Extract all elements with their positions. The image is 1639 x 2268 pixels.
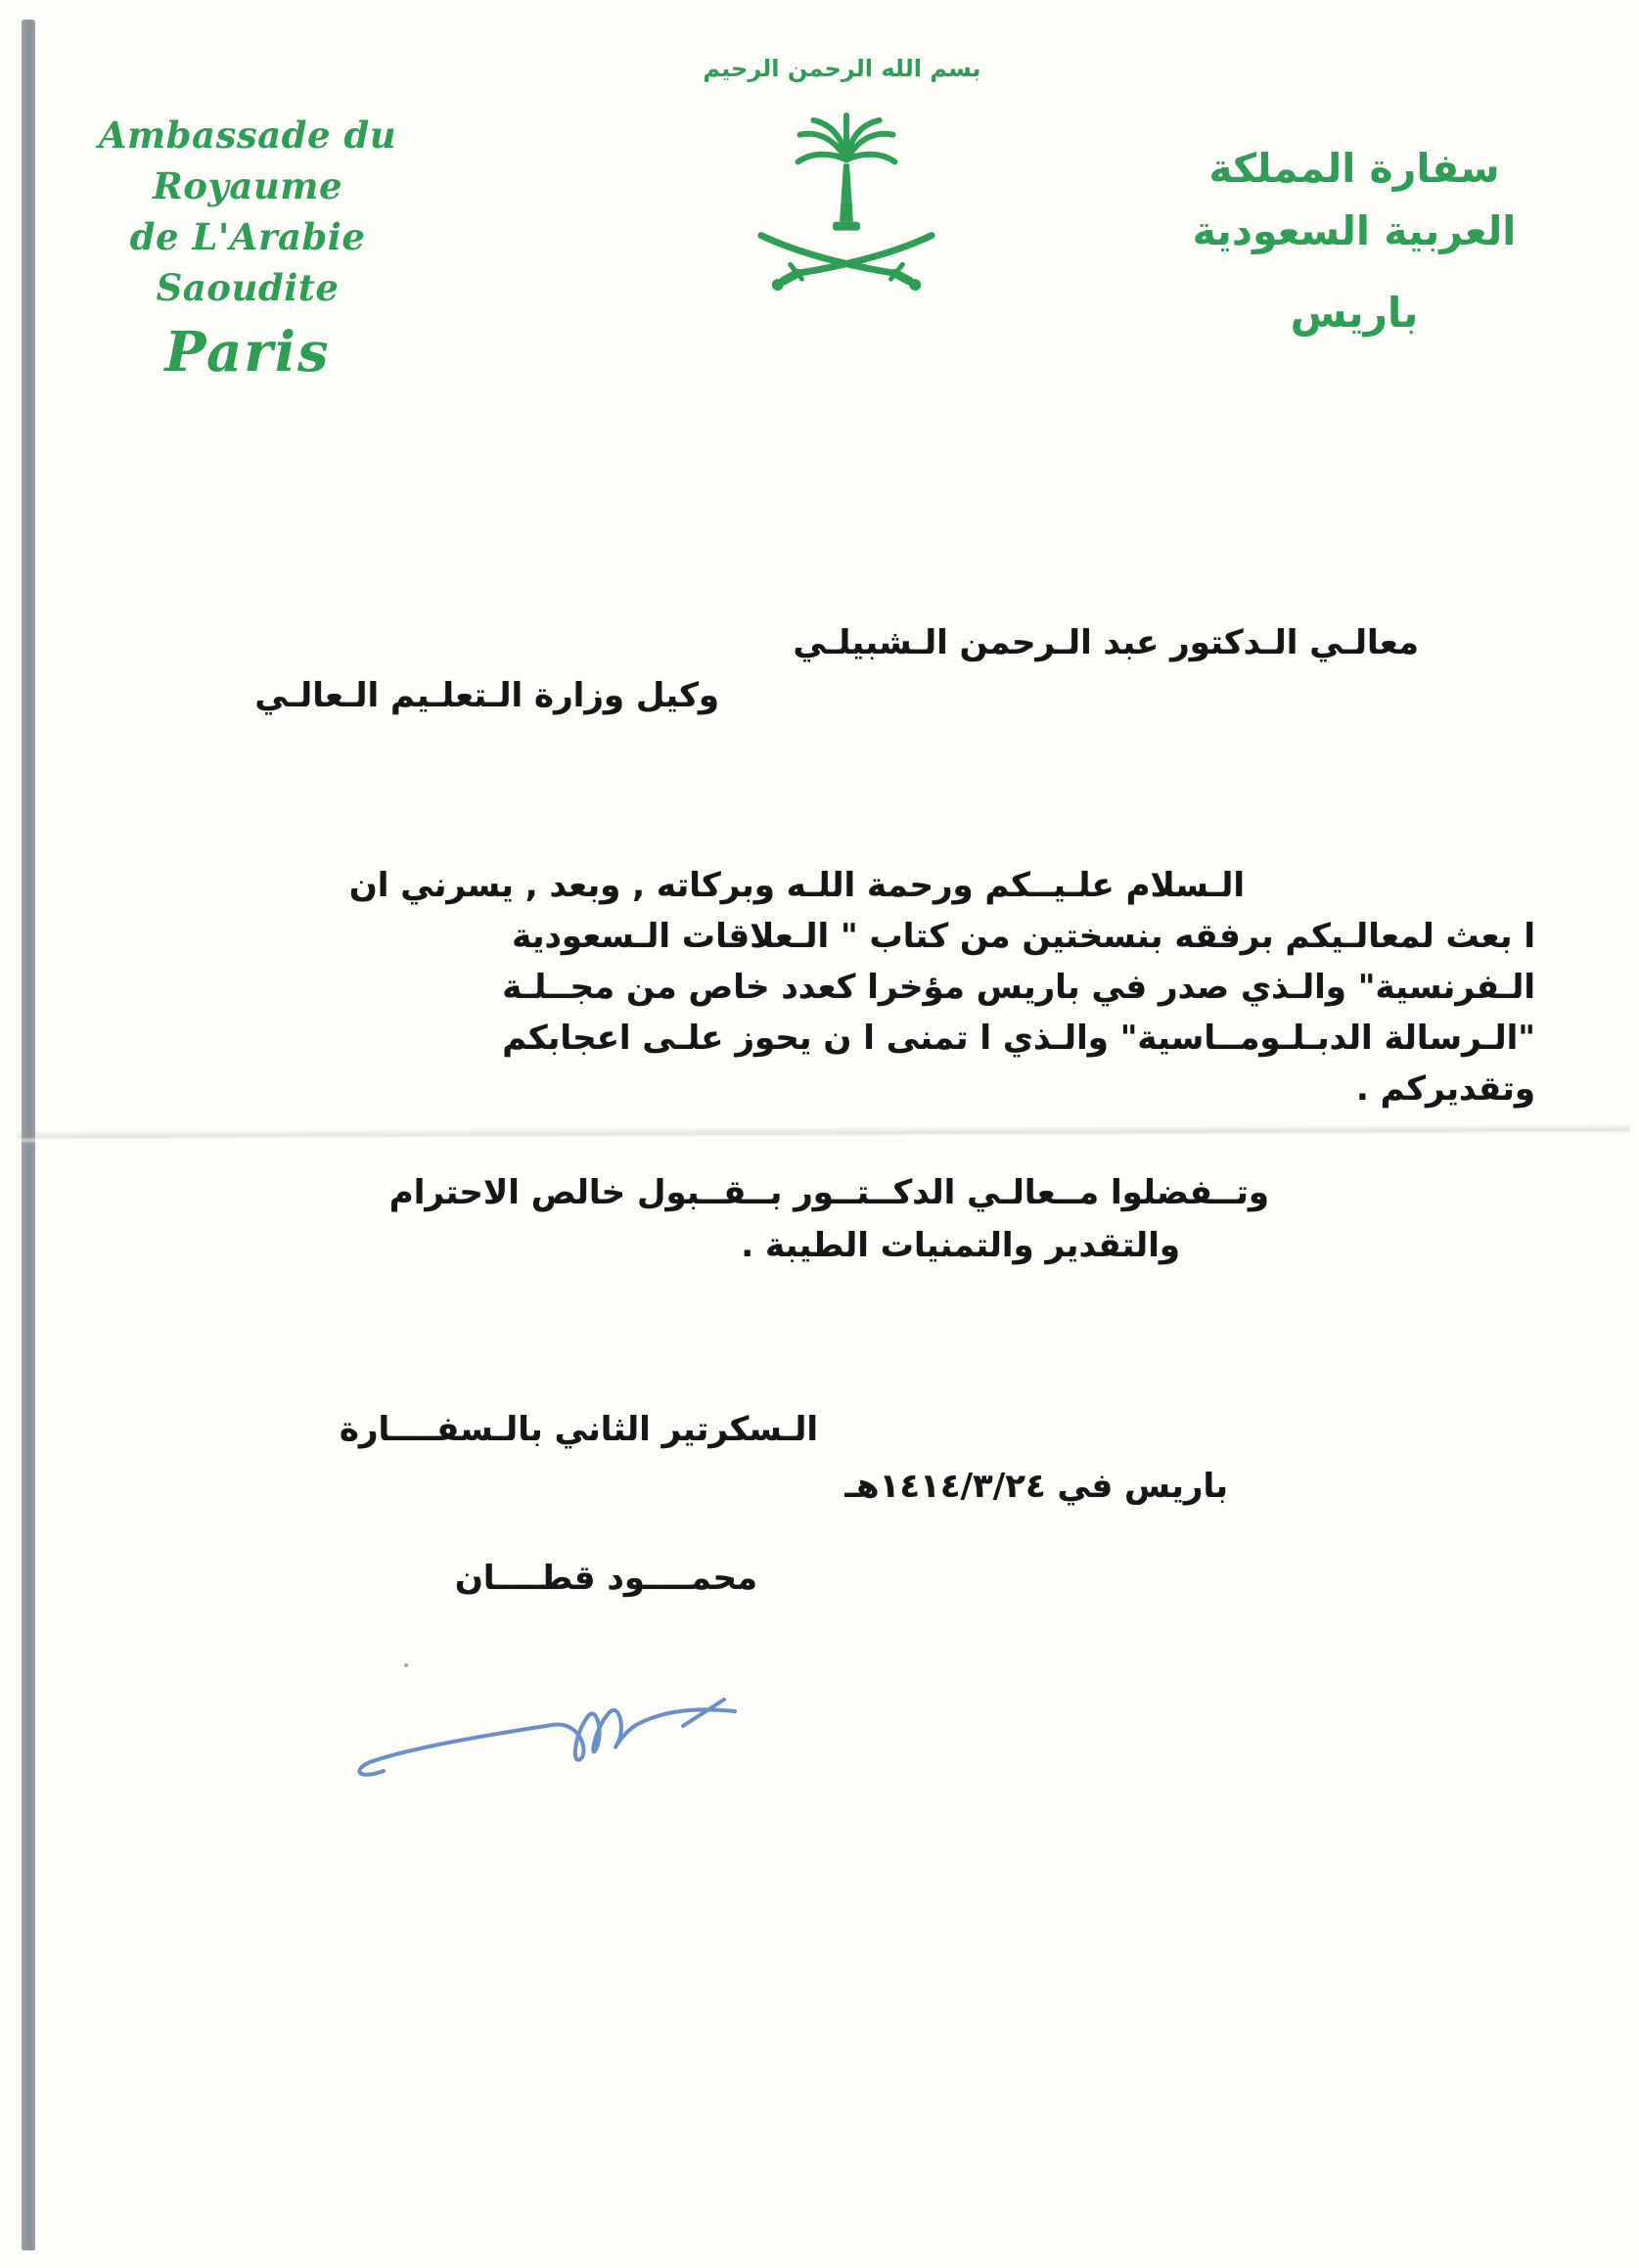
french-letterhead-line1: Ambassade du Royaume [98, 113, 397, 207]
arabic-letterhead [1162, 137, 1546, 337]
body-paragraph1-line3: الـفرنسية" والـذي صدر في باريس مؤخرا كعدد خاص من مجــلـة [502, 968, 1535, 1007]
signer-title: الـسكرتير الثاني بالـسفــــارة [339, 1410, 818, 1449]
body-paragraph2-line2: والتقدير والتمنيات الطيبة . [741, 1226, 1180, 1265]
body-paragraph1-line5: وتقديركم . [1355, 1069, 1535, 1109]
french-letterhead [86, 110, 409, 385]
signer-name: محمــــود قطــــان [454, 1559, 757, 1598]
handwritten-signature [341, 1675, 747, 1788]
recipient-name-line: معالـي الـدكتور عبد الـرحمن الـشبيلـي [793, 623, 1419, 662]
french-letterhead-city: Paris [164, 320, 331, 385]
french-letterhead-line2: de L'Arabie Saoudite [129, 215, 366, 309]
body-paragraph1-line1: الـسلام علـيــكم ورحمة اللـه وبركاته , وبعد , يسرني ان [348, 866, 1245, 905]
body-paragraph1-line2: ا بعث لمعالـيكم برفقه بنسختين من كتاب " الـعلاقات الـسعودية [512, 917, 1535, 956]
date-line: باريس في ١٤١٤/٣/٢٤هـ [844, 1467, 1228, 1506]
arabic-letterhead-city: باريس [1290, 289, 1419, 337]
arabic-letterhead-embassy: سفارة المملكة العربية السعودية [1192, 145, 1517, 254]
ink-speck [404, 1663, 408, 1667]
body-paragraph2-line1: وتــفضلوا مــعالـي الدكــتــور بــقــبول خالص الاحترام [388, 1173, 1269, 1212]
recipient-title-line: وكيل وزارة الـتعلـيم الـعالـي [254, 676, 719, 715]
body-paragraph1-line4: "الـرسالة الدبـلـومــاسية" والـذي ا تمنى ا ن يحوز علـى اعجابكم [502, 1019, 1535, 1058]
paper-fold-crease [18, 1123, 1630, 1144]
saudi-emblem-icon [749, 108, 944, 292]
basmala-calligraphy: بسم الله الرحمن الرحيم [703, 55, 981, 82]
